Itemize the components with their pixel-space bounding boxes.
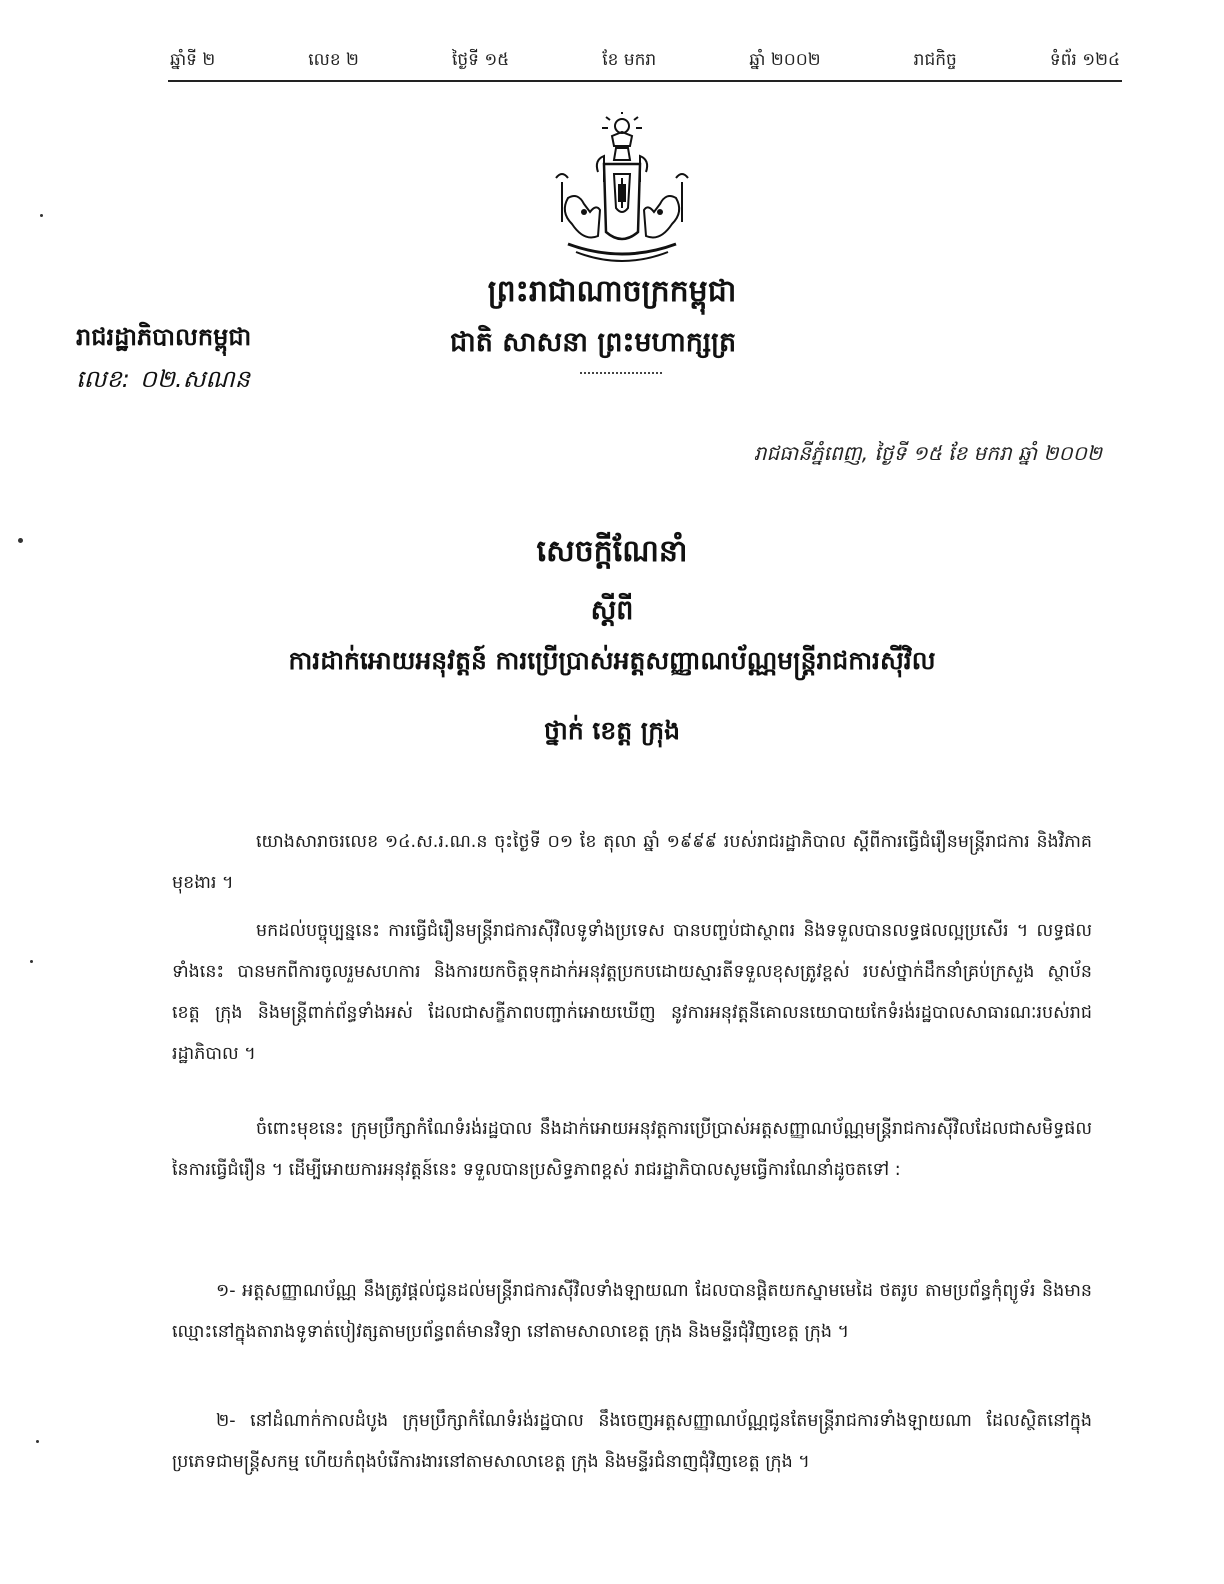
- paragraph-text: ២- នៅដំណាក់កាលដំបូង ក្រុមប្រឹក្សាកំណែទំរង់រដ្ឋបាល នឹងចេញអត្តសញ្ញាណប័ណ្ណជូនតែមន្ត្រីរាជការទាំងឡាយណា ដែលស្ថិតនៅក្នុងប្រភេទជាមន្ត្រីសកម្ម ហើយកំពុងបំរើការងារនៅតាមសាលាខេត្ត ក្រុង និងមន្ទីរជំនាញជុំវិញខេត្ត ក្រុង ។: [172, 1411, 1092, 1472]
- title-subject: ការដាក់អោយអនុវត្តន៍ ការប្រើប្រាស់អត្តសញ្ញាណប័ណ្ណមន្ត្រីរាជការស៊ីវិល: [288, 646, 936, 675]
- paragraph-text: មកដល់បច្ចុប្បន្ននេះ ការធ្វើជំរឿនមន្ត្រីរាជការស៊ីវិលទូទាំងប្រទេស បានបញ្ចប់ជាស្ថាពរ និងទទួលបានលទ្ធផលល្អប្រសើរ ។ លទ្ធផលទាំងនេះ បានមកពីការចូលរួមសហការ និងការយកចិត្តទុកដាក់អនុវត្តប្រកបដោយស្មារតីទទួលខុសត្រូវខ្ពស់ របស់ថ្នាក់ដឹកនាំគ្រប់ក្រសួង ស្ថាប័ន ខេត្ត ក្រុង និងមន្ត្រីពាក់ព័ន្ធទាំងអស់ ដែលជាសក្ខីភាពបញ្ជាក់អោយឃើញ នូវការអនុវត្តនីគោលនយោបាយកែទំរង់រដ្ឋបាលសាធារណៈរបស់រាជរដ្ឋាភិបាល ។: [172, 921, 1092, 1064]
- header-rule: [168, 80, 1122, 82]
- running-header: [170, 44, 1120, 74]
- header-page: ទំព័រ ១២៤: [1049, 50, 1120, 70]
- scan-speck: [30, 960, 33, 963]
- issuing-authority: រាជរដ្ឋាភិបាលកម្ពុជា: [76, 323, 252, 351]
- title-concerning: ស្តីពី: [590, 595, 634, 626]
- header-publication: រាជកិច្ច: [913, 50, 957, 70]
- document-title: សេចក្តីណែនាំ: [536, 534, 688, 569]
- paragraph-text: ១- អត្តសញ្ញាណប័ណ្ណ នឹងត្រូវផ្តល់ជូនដល់មន្ត្រីរាជការស៊ីវិលទាំងឡាយណា ដែលបានផ្តិតយកស្នាមមេដៃ ថតរូប តាមប្រព័ន្ធកុំព្យូទ័រ និងមានឈ្មោះនៅក្នុងតារាងទូទាត់បៀវត្សតាមប្រព័ន្ធពត៌មានវិទ្យា នៅតាមសាលាខេត្ត ក្រុង និងមន្ទីរជុំវិញខេត្ត ក្រុង ។: [172, 1281, 1092, 1342]
- reference-number: [76, 364, 250, 399]
- header-year: ឆ្នាំទី ២: [170, 50, 216, 70]
- header-day: ថ្ងៃទី ១៥: [451, 50, 510, 70]
- reference-value: ០២.សណន: [139, 365, 250, 393]
- paragraph-text: ចំពោះមុខនេះ ក្រុមប្រឹក្សាកំណែទំរង់រដ្ឋបាល នឹងដាក់អោយអនុវត្តការប្រើប្រាស់អត្តសញ្ញាណប័ណ្ណមន្ត្រីរាជការស៊ីវិលដែលជាសមិទ្ធផលនៃការធ្វើជំរឿន ។ ដើម្បីអោយការអនុវត្តន៍នេះ ទទួលបានប្រសិទ្ធភាពខ្ពស់ រាជរដ្ឋាភិបាលសូមធ្វើការណែនាំដូចតទៅ :: [172, 1119, 1092, 1180]
- paragraph-background: [172, 911, 1092, 1075]
- paragraph-reference: [172, 822, 1092, 904]
- header-issue: លេខ ២: [308, 50, 359, 70]
- scan-speck: [18, 538, 23, 543]
- kingdom-heading: ព្រះរាជាណាចក្រកម្ពុជា: [487, 274, 737, 309]
- reference-label: លេខ:: [76, 365, 130, 393]
- paragraph-instruction-intro: [172, 1109, 1092, 1191]
- motto-divider: [580, 372, 662, 374]
- scan-speck: [40, 214, 43, 217]
- national-motto: ជាតិ សាសនា ព្រះមហាក្សត្រ: [450, 327, 737, 358]
- header-month: ខែ មករា: [602, 50, 657, 70]
- royal-arms-emblem-icon: [554, 112, 690, 268]
- instruction-item-1: [172, 1271, 1092, 1353]
- paragraph-text: យោងសារាចរលេខ ១៤.ស.រ.ណ.ន ចុះថ្ងៃទី ០១ ខែ តុលា ឆ្នាំ ១៩៩៩ របស់រាជរដ្ឋាភិបាល ស្តីពីការធ្វើជំរឿនមន្ត្រីរាជការ និងវិភាគមុខងារ ។: [172, 832, 1092, 893]
- instruction-item-2: [172, 1401, 1092, 1483]
- header-year-ad: ឆ្នាំ ២០០២: [749, 50, 821, 70]
- place-date-line: រាជធានីភ្នំពេញ, ថ្ងៃទី ១៥ ខែ មករា ឆ្នាំ ២០០២: [753, 441, 1102, 465]
- scan-speck: [36, 1440, 39, 1443]
- title-scope: ថ្នាក់ ខេត្ត ក្រុង: [544, 716, 680, 745]
